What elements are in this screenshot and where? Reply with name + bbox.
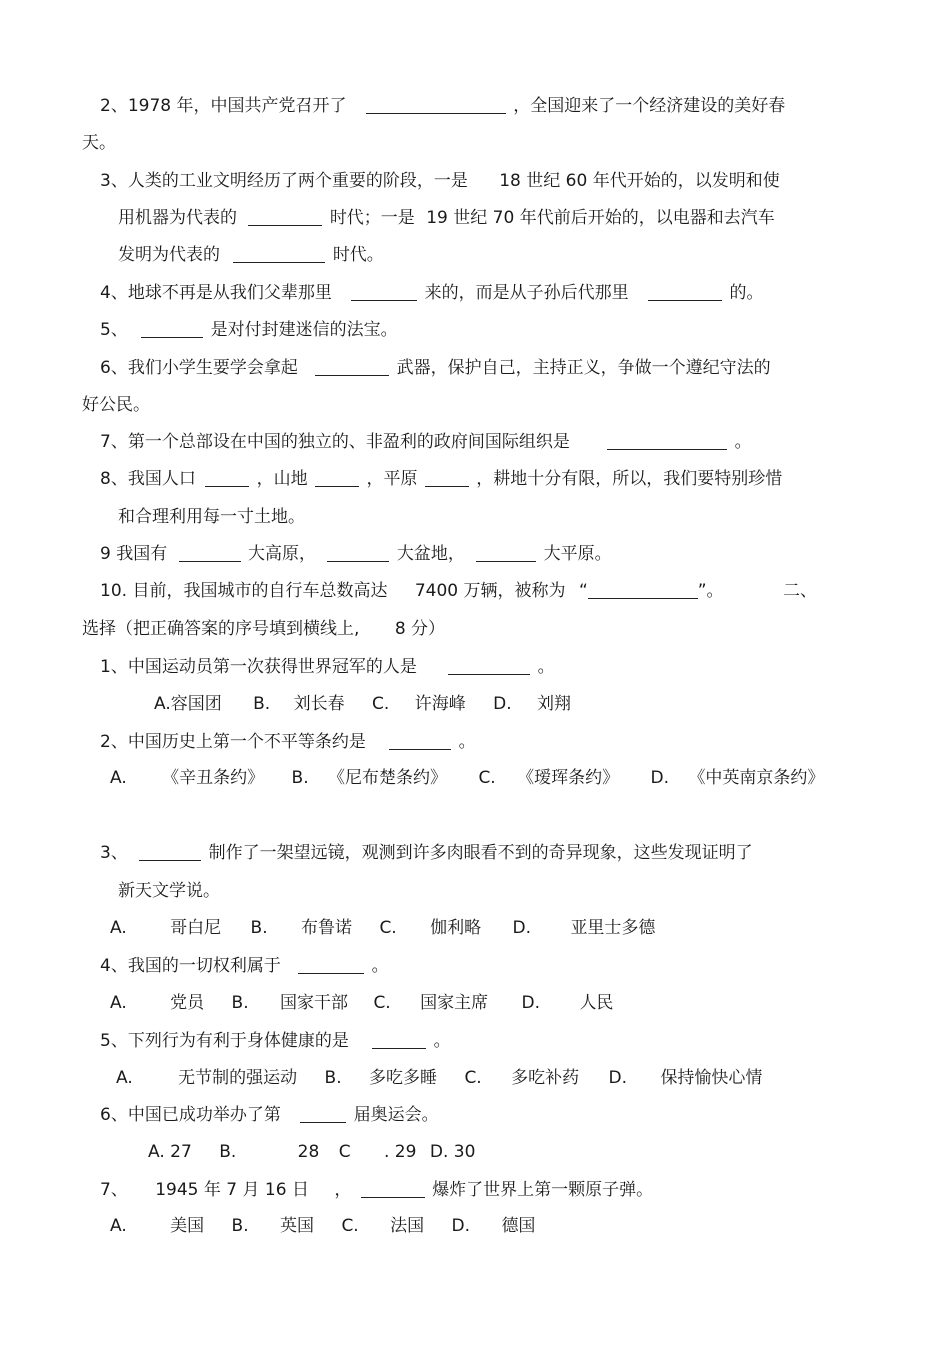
q3-line-2 xyxy=(118,207,775,229)
section-2-title: 选择（把正确答案的序号填到横线上, xyxy=(82,619,360,639)
cq1-label-b[interactable]: B. xyxy=(253,694,271,714)
choice-question-6 xyxy=(100,1104,439,1126)
cq7-stem-d: 爆炸了世界上第一颗原子弹。 xyxy=(432,1180,654,1200)
q8-answer-blank-3[interactable] xyxy=(425,469,469,487)
q3-text-c: 用机器为代表的 xyxy=(118,208,237,228)
cq3-label-b[interactable]: B. xyxy=(250,918,268,938)
cq7-option-a[interactable]: 美国 xyxy=(170,1216,205,1236)
cq2-option-c[interactable]: 《瑷珲条约》 xyxy=(517,768,620,788)
cq7-label-a[interactable]: A. xyxy=(110,1216,127,1236)
cq7-option-b[interactable]: 英国 xyxy=(280,1216,315,1236)
cq2-options xyxy=(110,767,824,789)
q5-answer-blank[interactable] xyxy=(141,320,203,338)
cq1-answer-blank[interactable] xyxy=(448,657,530,675)
cq4-option-c[interactable]: 国家主席 xyxy=(420,993,489,1013)
q10-text-c: “ xyxy=(578,581,588,601)
choice-question-3 xyxy=(100,842,753,864)
cq5-stem-a: 5、下列行为有利于身体健康的是 xyxy=(100,1031,349,1051)
cq1-option-a[interactable]: A.容国团 xyxy=(154,694,222,714)
q3-text-d: 时代；一是 xyxy=(329,208,415,228)
cq4-label-d[interactable]: D. xyxy=(521,993,541,1013)
q3-answer-blank-1[interactable] xyxy=(248,208,322,226)
q3-text-b: 18 世纪 60 年代开始的，以发明和使 xyxy=(499,171,780,191)
fill-question-2 xyxy=(100,95,785,117)
fill-question-10 xyxy=(100,580,817,602)
q8-text-d: ，耕地十分有限，所以，我们要特别珍惜 xyxy=(476,469,783,489)
cq1-stem-a: 1、中国运动员第一次获得世界冠军的人是 xyxy=(100,657,417,677)
q8-answer-blank-2[interactable] xyxy=(315,469,359,487)
cq3-option-b[interactable]: 布鲁诺 xyxy=(301,918,353,938)
cq7-answer-blank[interactable] xyxy=(361,1180,425,1198)
q5-text-b: 是对付封建迷信的法宝。 xyxy=(210,320,398,340)
cq2-option-a[interactable]: 《辛丑条约》 xyxy=(162,768,265,788)
cq4-label-a[interactable]: A. xyxy=(110,993,127,1013)
choice-question-2 xyxy=(100,731,476,753)
cq6-option-a[interactable]: A. 27 xyxy=(148,1142,192,1162)
q4-text-c: 的。 xyxy=(729,283,764,303)
cq3-label-a[interactable]: A. xyxy=(110,918,127,938)
cq6-label-b[interactable]: B. xyxy=(219,1142,237,1162)
cq3-label-c[interactable]: C. xyxy=(379,918,397,938)
section-2-number: 二、 xyxy=(782,581,817,601)
cq5-option-d[interactable]: 保持愉快心情 xyxy=(660,1068,763,1088)
q3-text-e: 19 世纪 70 年代前后开始的，以电器和去汽车 xyxy=(426,208,775,228)
cq4-option-d[interactable]: 人民 xyxy=(579,993,614,1013)
cq6-label-c[interactable]: C xyxy=(338,1142,351,1162)
q9-text-b: 大高原， xyxy=(248,544,317,564)
cq1-option-b[interactable]: 刘长春 xyxy=(293,694,345,714)
cq5-label-b[interactable]: B. xyxy=(324,1068,342,1088)
q3-text-a: 3、人类的工业文明经历了两个重要的阶段，一是 xyxy=(100,171,468,191)
cq2-answer-blank[interactable] xyxy=(389,732,451,750)
cq3-stem-b: 制作了一架望远镜，观测到许多肉眼看不到的奇异现象，这些发现证明了 xyxy=(208,843,753,863)
cq3-option-a[interactable]: 哥白尼 xyxy=(170,918,222,938)
q6-text-b: 武器，保护自己，主持正义，争做一个遵纪守法的 xyxy=(396,358,771,378)
cq3-option-c[interactable]: 伽利略 xyxy=(430,918,482,938)
q6-text-a: 6、我们小学生要学会拿起 xyxy=(100,358,298,378)
cq6-option-c[interactable]: . 29 xyxy=(384,1142,417,1162)
cq3-options xyxy=(110,917,655,939)
cq3-continuation xyxy=(118,880,220,902)
cq6-answer-blank[interactable] xyxy=(300,1105,346,1123)
q10-answer-blank[interactable] xyxy=(588,581,698,599)
q9-answer-blank-1[interactable] xyxy=(179,544,241,562)
cq2-label-c[interactable]: C. xyxy=(478,768,496,788)
cq2-label-b[interactable]: B. xyxy=(291,768,309,788)
q4-text-b: 来的，而是从子孙后代那里 xyxy=(424,283,629,303)
q8-answer-blank-1[interactable] xyxy=(205,469,249,487)
q10-text-d: ”。 xyxy=(697,581,724,601)
q10-text-a: 10. 目前，我国城市的自行车总数高达 xyxy=(100,581,388,601)
choice-question-1 xyxy=(100,656,555,678)
cq7-stem-a: 7、 xyxy=(100,1180,128,1200)
cq6-options xyxy=(148,1141,475,1163)
cq7-stem-c: ， xyxy=(334,1180,352,1200)
cq7-stem-b: 1945 年 7 月 16 日 xyxy=(155,1180,309,1200)
cq3-answer-blank[interactable] xyxy=(139,843,201,861)
choice-question-4 xyxy=(100,955,389,977)
cq5-stem-b: 。 xyxy=(433,1031,451,1051)
q6-answer-blank[interactable] xyxy=(315,358,389,376)
q2-text-a: 2、1978 年，中国共产党召开了 xyxy=(100,96,347,116)
cq6-stem-a: 6、中国已成功举办了第 xyxy=(100,1105,281,1125)
q2-answer-blank[interactable] xyxy=(366,96,506,114)
q4-answer-blank-1[interactable] xyxy=(351,283,417,301)
cq7-option-d[interactable]: 德国 xyxy=(501,1216,536,1236)
cq3-label-d[interactable]: D. xyxy=(512,918,532,938)
cq1-label-c[interactable]: C. xyxy=(372,694,390,714)
cq2-option-d[interactable]: 《中英南京条约》 xyxy=(688,768,825,788)
fill-question-6 xyxy=(100,357,771,379)
cq7-options xyxy=(110,1215,535,1237)
choice-question-7 xyxy=(100,1179,653,1201)
q3-answer-blank-2[interactable] xyxy=(233,245,325,263)
q3-text-g: 时代。 xyxy=(332,245,384,265)
q9-answer-blank-3[interactable] xyxy=(476,544,536,562)
cq5-option-b[interactable]: 多吃多睡 xyxy=(369,1068,438,1088)
q6-continuation xyxy=(82,394,150,416)
cq2-label-d[interactable]: D. xyxy=(650,768,670,788)
cq3-stem-c: 新天文学说。 xyxy=(118,881,220,901)
cq5-answer-blank[interactable] xyxy=(372,1031,426,1049)
cq1-option-c[interactable]: 许海峰 xyxy=(414,694,466,714)
section-2-heading xyxy=(82,618,445,640)
cq4-options xyxy=(110,992,613,1014)
q3-line-3 xyxy=(118,244,384,266)
cq6-option-d[interactable]: D. 30 xyxy=(429,1142,476,1162)
q2-text-b: ，全国迎来了一个经济建设的美好春 xyxy=(513,96,786,116)
q8-text-c: ，平原 xyxy=(366,469,418,489)
choice-question-5 xyxy=(100,1030,451,1052)
fill-question-5 xyxy=(100,319,398,341)
q10-text-b: 7400 万辆，被称为 xyxy=(414,581,566,601)
cq2-stem-a: 2、中国历史上第一个不平等条约是 xyxy=(100,732,366,752)
cq7-label-c[interactable]: C. xyxy=(341,1216,359,1236)
cq1-label-d[interactable]: D. xyxy=(493,694,512,714)
cq5-options xyxy=(116,1067,762,1089)
fill-question-3 xyxy=(100,170,780,192)
cq5-option-a[interactable]: 无节制的强运动 xyxy=(178,1068,298,1088)
q8-text-b: ，山地 xyxy=(256,469,308,489)
cq1-options xyxy=(154,693,571,715)
q5-text-a: 5、 xyxy=(100,320,128,340)
fill-question-9 xyxy=(100,543,612,565)
q7-answer-blank[interactable] xyxy=(607,432,727,450)
q2-text-c: 天。 xyxy=(82,133,116,153)
section-2-points: 8 分） xyxy=(394,619,446,639)
q9-text-a: 9 我国有 xyxy=(100,544,168,564)
cq4-stem-a: 4、我国的一切权利属于 xyxy=(100,956,281,976)
q9-answer-blank-2[interactable] xyxy=(327,544,389,562)
q6-text-c: 好公民。 xyxy=(82,395,150,415)
cq5-label-d[interactable]: D. xyxy=(608,1068,628,1088)
cq5-label-a[interactable]: A. xyxy=(116,1068,133,1088)
q7-text-b: 。 xyxy=(734,432,752,452)
fill-question-4 xyxy=(100,282,763,304)
cq6-option-b[interactable]: 28 xyxy=(297,1142,320,1162)
cq2-stem-b: 。 xyxy=(458,732,476,752)
q2-continuation xyxy=(82,132,116,154)
cq4-answer-blank[interactable] xyxy=(298,956,364,974)
cq3-stem-a: 3、 xyxy=(100,843,128,863)
q7-text-a: 7、第一个总部设在中国的独立的、非盈利的政府间国际组织是 xyxy=(100,432,570,452)
q8-continuation xyxy=(118,506,305,528)
cq6-stem-b: 届奥运会。 xyxy=(353,1105,439,1125)
q8-text-a: 8、我国人口 xyxy=(100,469,196,489)
cq2-option-b[interactable]: 《尼布楚条约》 xyxy=(328,768,448,788)
cq4-stem-b: 。 xyxy=(371,956,389,976)
cq7-option-c[interactable]: 法国 xyxy=(390,1216,425,1236)
cq3-option-d[interactable]: 亚里士多德 xyxy=(570,918,656,938)
fill-question-8 xyxy=(100,468,782,490)
q4-answer-blank-2[interactable] xyxy=(648,283,722,301)
cq5-option-c[interactable]: 多吃补药 xyxy=(511,1068,580,1088)
cq1-option-d[interactable]: 刘翔 xyxy=(537,694,572,714)
cq7-label-b[interactable]: B. xyxy=(231,1216,249,1236)
q9-text-c: 大盆地， xyxy=(396,544,465,564)
q8-text-e: 和合理利用每一寸土地。 xyxy=(118,507,305,527)
cq7-label-d[interactable]: D. xyxy=(451,1216,471,1236)
cq2-label-a[interactable]: A. xyxy=(110,768,127,788)
cq4-label-c[interactable]: C. xyxy=(373,993,391,1013)
q4-text-a: 4、地球不再是从我们父辈那里 xyxy=(100,283,332,303)
cq4-option-b[interactable]: 国家干部 xyxy=(280,993,349,1013)
cq4-option-a[interactable]: 党员 xyxy=(170,993,205,1013)
q3-text-f: 发明为代表的 xyxy=(118,245,220,265)
fill-question-7 xyxy=(100,431,752,453)
q9-text-d: 大平原。 xyxy=(543,544,612,564)
cq1-stem-b: 。 xyxy=(537,657,555,677)
cq5-label-c[interactable]: C. xyxy=(464,1068,482,1088)
cq4-label-b[interactable]: B. xyxy=(231,993,249,1013)
